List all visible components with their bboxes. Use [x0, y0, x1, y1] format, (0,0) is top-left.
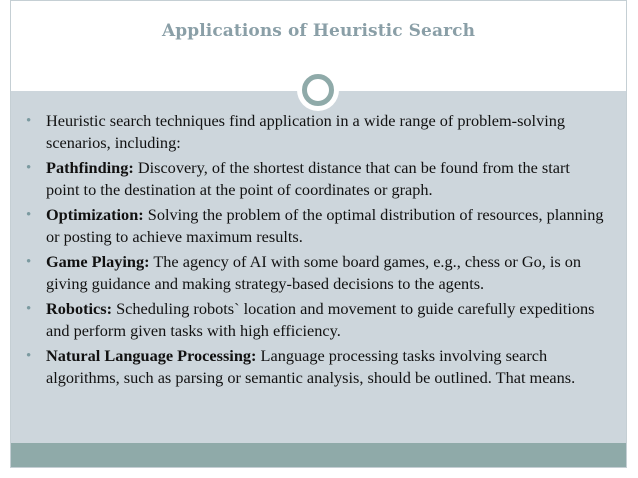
bullet-icon: •	[26, 207, 32, 223]
bullet-term: Pathfinding:	[46, 158, 134, 177]
bullet-term: Natural Language Processing:	[46, 346, 257, 365]
bullet-text: Scheduling robots` location and movement to guide carefully expeditions and perform given tasks with high efficiency.	[46, 299, 595, 340]
ring-icon	[302, 74, 334, 106]
bullet-icon: •	[26, 254, 32, 270]
bullet-term: Optimization:	[46, 205, 144, 224]
bullet-term: Game Playing:	[46, 252, 150, 271]
footer-bar	[11, 443, 626, 467]
bullet-item	[26, 251, 606, 295]
bullet-icon: •	[26, 301, 32, 317]
slide-title: Applications of Heuristic Search	[161, 21, 476, 41]
bullet-text: Solving the problem of the optimal distribution of resources, planning or posting to achieve maximum results.	[46, 205, 604, 246]
bullet-item	[26, 298, 606, 342]
bullet-text: Heuristic search techniques find application in a wide range of problem-solving scenarios, including:	[46, 111, 566, 152]
bullet-item	[26, 204, 606, 248]
bullet-text: Discovery, of the shortest distance that can be found from the start point to the destination at the point of coordinates or graph.	[46, 158, 570, 199]
bullet-icon: •	[26, 113, 32, 129]
bullet-item	[26, 345, 606, 389]
bullet-term: Robotics:	[46, 299, 113, 318]
bullet-icon: •	[26, 348, 32, 364]
bullet-item	[26, 110, 606, 154]
bullet-list	[26, 110, 606, 392]
bullet-text: The agency of AI with some board games, e.g., chess or Go, is on giving guidance and making strategy-based decisions to the agents.	[46, 252, 582, 293]
bullet-icon: •	[26, 160, 32, 176]
bullet-item	[26, 157, 606, 201]
bullet-text: Language processing tasks involving search algorithms, such as parsing or semantic analysis, should be outlined. That means.	[46, 346, 576, 387]
